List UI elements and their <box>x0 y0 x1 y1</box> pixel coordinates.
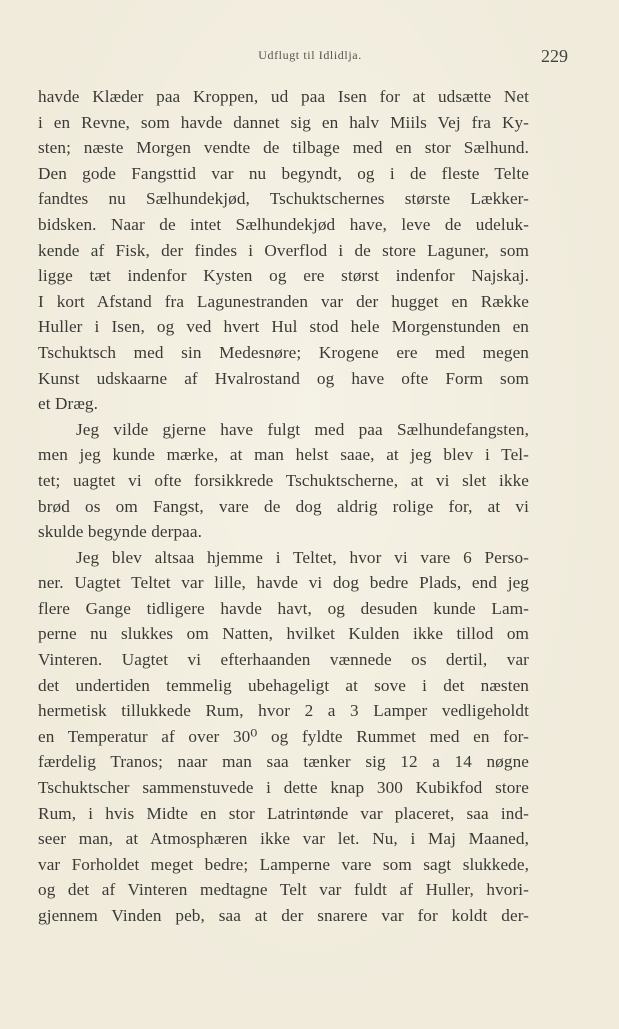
text-line: Den gode Fangsttid var nu begyndt, og i de fleste Telte <box>38 163 529 183</box>
body-text <box>38 84 529 929</box>
text-line: seer man, at Atmosphæren ikke var let. Nu, i Maj Maaned, <box>38 829 529 849</box>
text-line: Jeg vilde gjerne have fulgt med paa Sælhundefangsten, <box>76 419 529 439</box>
text-line: var Forholdet meget bedre; Lamperne vare som sagt slukkede, <box>38 854 529 874</box>
text-line: Tschuktscher sammenstuvede i dette knap 300 Kubikfod store <box>38 778 529 798</box>
text-line: Huller i Isen, og ved hvert Hul stod hele Morgenstunden en <box>38 317 529 337</box>
text-line: hermetisk tillukkede Rum, hvor 2 a 3 Lamper vedligeholdt <box>38 701 529 721</box>
text-line: gjennem Vinden peb, saa at der snarere var for koldt der- <box>38 906 529 925</box>
running-head-title: Udflugt til Idlidlja. <box>258 48 362 62</box>
text-line: kende af Fisk, der findes i Overflod i de store Laguner, som <box>38 240 529 260</box>
text-line: brød os om Fangst, vare de dog aldrig rolige for, at vi <box>38 496 529 516</box>
text-line: men jeg kunde mærke, at man helst saae, at jeg blev i Tel- <box>38 445 529 465</box>
page-number: 229 <box>541 46 568 66</box>
text-line: bidsken. Naar de intet Sælhundekjød have, leve de udeluk- <box>38 214 529 234</box>
text-line: et Dræg. <box>38 394 98 414</box>
text-line: Vinteren. Uagtet vi efterhaanden vænnede os dertil, var <box>38 650 529 670</box>
text-line: færdelig Tranos; naar man saa tænker sig 12 a 14 nøgne <box>38 752 529 772</box>
text-line: I kort Afstand fra Lagunestranden var der hugget en Række <box>38 291 529 311</box>
text-line: skulde begynde derpaa. <box>38 522 202 542</box>
running-head <box>40 46 580 68</box>
text-line: Rum, i hvis Midte en stor Latrintønde var placeret, saa ind- <box>38 803 529 823</box>
text-line: sten; næste Morgen vendte de tilbage med en stor Sælhund. <box>38 138 529 158</box>
text-line: en Temperatur af over 30⁰ og fyldte Rummet med en for- <box>38 726 529 746</box>
text-line: det undertiden temmelig ubehageligt at sove i det næsten <box>38 675 529 695</box>
text-line: ner. Uagtet Teltet var lille, havde vi dog bedre Plads, end jeg <box>38 573 529 593</box>
text-line: ligge tæt indenfor Kysten og ere størst indenfor Najskaj. <box>38 266 529 286</box>
text-line: Tschuktsch med sin Medesnøre; Krogene ere med megen <box>38 342 529 362</box>
text-line: perne nu slukkes om Natten, hvilket Kulden ikke tillod om <box>38 624 529 644</box>
text-line: Kunst udskaarne af Hvalrostand og have ofte Form som <box>38 368 529 388</box>
text-line: i en Revne, som havde dannet sig en halv Miils Vej fra Ky- <box>38 112 529 132</box>
text-line: tet; uagtet vi ofte forsikkrede Tschuktscherne, at vi slet ikke <box>38 470 529 490</box>
text-line: og det af Vinteren medtagne Telt var fuldt af Huller, hvori- <box>38 880 529 900</box>
text-line: Jeg blev altsaa hjemme i Teltet, hvor vi vare 6 Perso- <box>76 547 529 567</box>
text-line: havde Klæder paa Kroppen, ud paa Isen for at udsætte Net <box>38 87 529 106</box>
text-line: fandtes nu Sælhundekjød, Tschuktschernes største Lækker- <box>38 189 529 209</box>
text-line: flere Gange tidligere havde havt, og desuden kunde Lam- <box>38 598 529 618</box>
